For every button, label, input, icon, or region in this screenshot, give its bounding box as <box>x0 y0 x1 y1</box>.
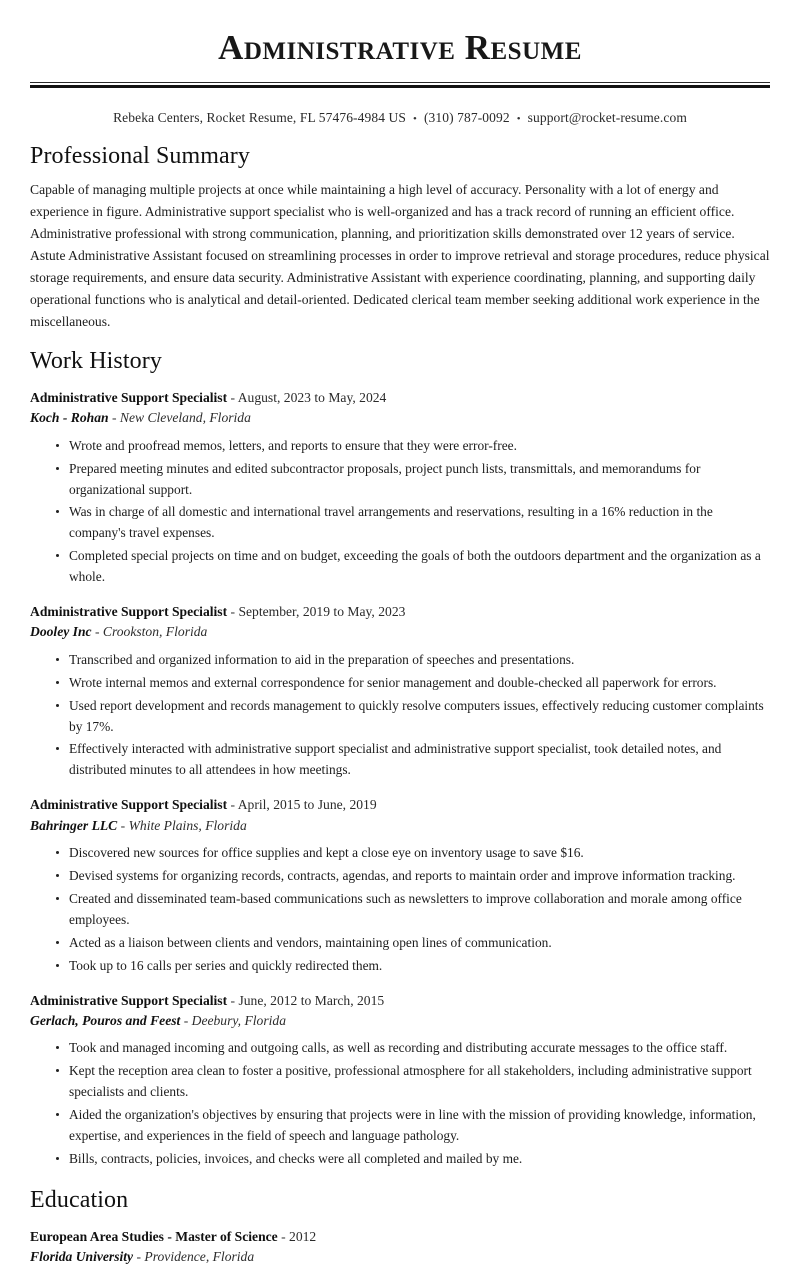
job-bullet: Bills, contracts, policies, invoices, and checks were all completed and mailed by me. <box>56 1149 770 1170</box>
job-company-dash: - <box>91 624 103 640</box>
section-professional-summary <box>30 128 770 333</box>
section-education <box>30 1172 770 1267</box>
job-location: Crookston, Florida <box>102 624 208 640</box>
job-bullet-list <box>30 436 770 588</box>
job-bullet: Wrote internal memos and external correspondence for senior management and double-checked all paperwork for errors. <box>56 673 770 694</box>
job-bullet-list <box>30 650 770 781</box>
job-company-line <box>30 816 770 836</box>
education-year: 2012 <box>289 1228 317 1244</box>
job-company-line <box>30 408 770 428</box>
contact-address: Rebeka Centers, Rocket Resume, FL 57476-4984 US <box>113 110 406 126</box>
contact-phone: (310) 787-0092 <box>423 110 510 126</box>
job-title: Administrative Support Specialist <box>30 389 228 405</box>
work-history-list <box>30 384 770 1170</box>
job-company-name: Gerlach, Pouros and Feest <box>30 1012 181 1028</box>
education-degree: European Area Studies - Master of Science <box>30 1228 278 1244</box>
job-title-line <box>30 602 770 622</box>
job-company-name: Koch - Rohan <box>30 410 109 426</box>
job-bullet: Completed special projects on time and on budget, exceeding the goals of both the outdoors department and the organization as a whole. <box>56 546 770 588</box>
job-company-line <box>30 1011 770 1031</box>
job-bullet: Used report development and records management to quickly resolve computers issues, effectively reducing customer complaints by 17%. <box>56 696 770 738</box>
job-bullet: Discovered new sources for office supplies and kept a close eye on inventory usage to save $16. <box>56 843 770 864</box>
job-title-dash: - <box>227 604 239 620</box>
job-bullet: Devised systems for organizing records, contracts, agendas, and reports to maintain order and improve information tracking. <box>56 866 770 887</box>
work-history-entry <box>30 783 770 976</box>
section-heading-summary: Professional Summary <box>30 143 250 170</box>
education-location: Providence, Florida <box>144 1248 255 1264</box>
job-bullet: Wrote and proofread memos, letters, and reports to ensure that they were error-free. <box>56 436 770 457</box>
work-history-entry <box>30 384 770 588</box>
job-bullet: Effectively interacted with administrative support specialist and administrative support specialist, took detailed notes, and distributed minutes to all attendees in how meetings. <box>56 739 770 781</box>
job-title: Administrative Support Specialist <box>30 604 228 620</box>
job-title: Administrative Support Specialist <box>30 992 228 1008</box>
job-company-dash: - <box>180 1012 192 1028</box>
summary-text: Capable of managing multiple projects at once while maintaining a high level of accuracy. Personality with a lot of energy and experience in figure. Administrative support specialist who is well-organized and has a track record of running an efficient office. Administrative professional with strong communication, planning, and prioritization skills demonstrated over 12 years of service. Astute Administrative Assistant focused on streamlining processes in order to improve retrieval and storage procedures, reduce physical storage requirements, and ensure data security. Administrative Assistant with experience coordinating, planning, and supporting daily operational functions who is analytical and detail-oriented. Dedicated clerical team member seeking additional work experience in the miscellaneous. <box>30 182 770 330</box>
job-location: White Plains, Florida <box>128 817 247 833</box>
education-degree-line <box>30 1227 770 1247</box>
section-heading-work-history: Work History <box>30 348 162 375</box>
job-company-name: Dooley Inc <box>30 624 92 640</box>
contact-email[interactable]: support@rocket-resume.com <box>527 110 687 126</box>
job-bullet: Transcribed and organized information to aid in the preparation of speeches and presentations. <box>56 650 770 671</box>
work-history-entry <box>30 590 770 781</box>
work-history-entry <box>30 979 770 1170</box>
contact-line <box>30 88 770 128</box>
job-location: New Cleveland, Florida <box>119 410 251 426</box>
job-dates: August, 2023 to May, 2024 <box>237 389 387 405</box>
job-title-line <box>30 795 770 815</box>
job-title-dash: - <box>227 389 238 405</box>
section-heading-education: Education <box>30 1186 129 1213</box>
job-company-line <box>30 622 770 642</box>
job-title-dash: - <box>227 797 238 813</box>
education-school-line <box>30 1247 770 1267</box>
job-dates: June, 2012 to March, 2015 <box>238 992 385 1008</box>
job-title-line <box>30 991 770 1011</box>
job-bullet: Acted as a liaison between clients and vendors, maintaining open lines of communication. <box>56 933 770 954</box>
job-company-dash: - <box>117 817 129 833</box>
education-degree-dash: - <box>277 1228 290 1244</box>
job-company-name: Bahringer LLC <box>30 817 118 833</box>
job-bullet: Took up to 16 calls per series and quickly redirected them. <box>56 956 770 977</box>
job-dates: September, 2019 to May, 2023 <box>238 604 406 620</box>
page-title: Administrative Resume <box>218 28 582 67</box>
job-bullet: Was in charge of all domestic and international travel arrangements and reservations, resulting in a 16% reduction in the company's travel expenses. <box>56 502 770 544</box>
job-bullet: Kept the reception area clean to foster a positive, professional atmosphere for all stakeholders, including administrative support specialists and clients. <box>56 1061 770 1103</box>
section-work-history <box>30 333 770 1170</box>
contact-separator-icon: • <box>412 113 417 126</box>
job-title-line <box>30 388 770 408</box>
title-divider <box>30 82 770 88</box>
contact-separator-icon: • <box>516 113 521 126</box>
job-bullet-list <box>30 843 770 976</box>
job-company-dash: - <box>108 410 120 426</box>
education-list <box>30 1223 770 1267</box>
job-bullet: Created and disseminated team-based communications such as newsletters to improve collaboration and morale among office employees. <box>56 889 770 931</box>
job-bullet: Prepared meeting minutes and edited subcontractor proposals, project punch lists, transmittals, and memorandums for organizational support. <box>56 459 770 501</box>
job-bullet: Took and managed incoming and outgoing calls, as well as recording and distributing accurate messages to the office staff. <box>56 1038 770 1059</box>
education-school-dash: - <box>133 1248 145 1264</box>
job-bullet-list <box>30 1038 770 1169</box>
job-location: Deebury, Florida <box>191 1012 287 1028</box>
job-title-dash: - <box>227 992 239 1008</box>
education-entry <box>30 1223 770 1267</box>
job-bullet: Aided the organization's objectives by ensuring that projects were in line with the mission of providing knowledge, information, expertise, and experiences in the field of speech and language pathology. <box>56 1105 770 1147</box>
job-dates: April, 2015 to June, 2019 <box>237 797 377 813</box>
education-school: Florida University <box>30 1248 134 1264</box>
job-title: Administrative Support Specialist <box>30 797 228 813</box>
